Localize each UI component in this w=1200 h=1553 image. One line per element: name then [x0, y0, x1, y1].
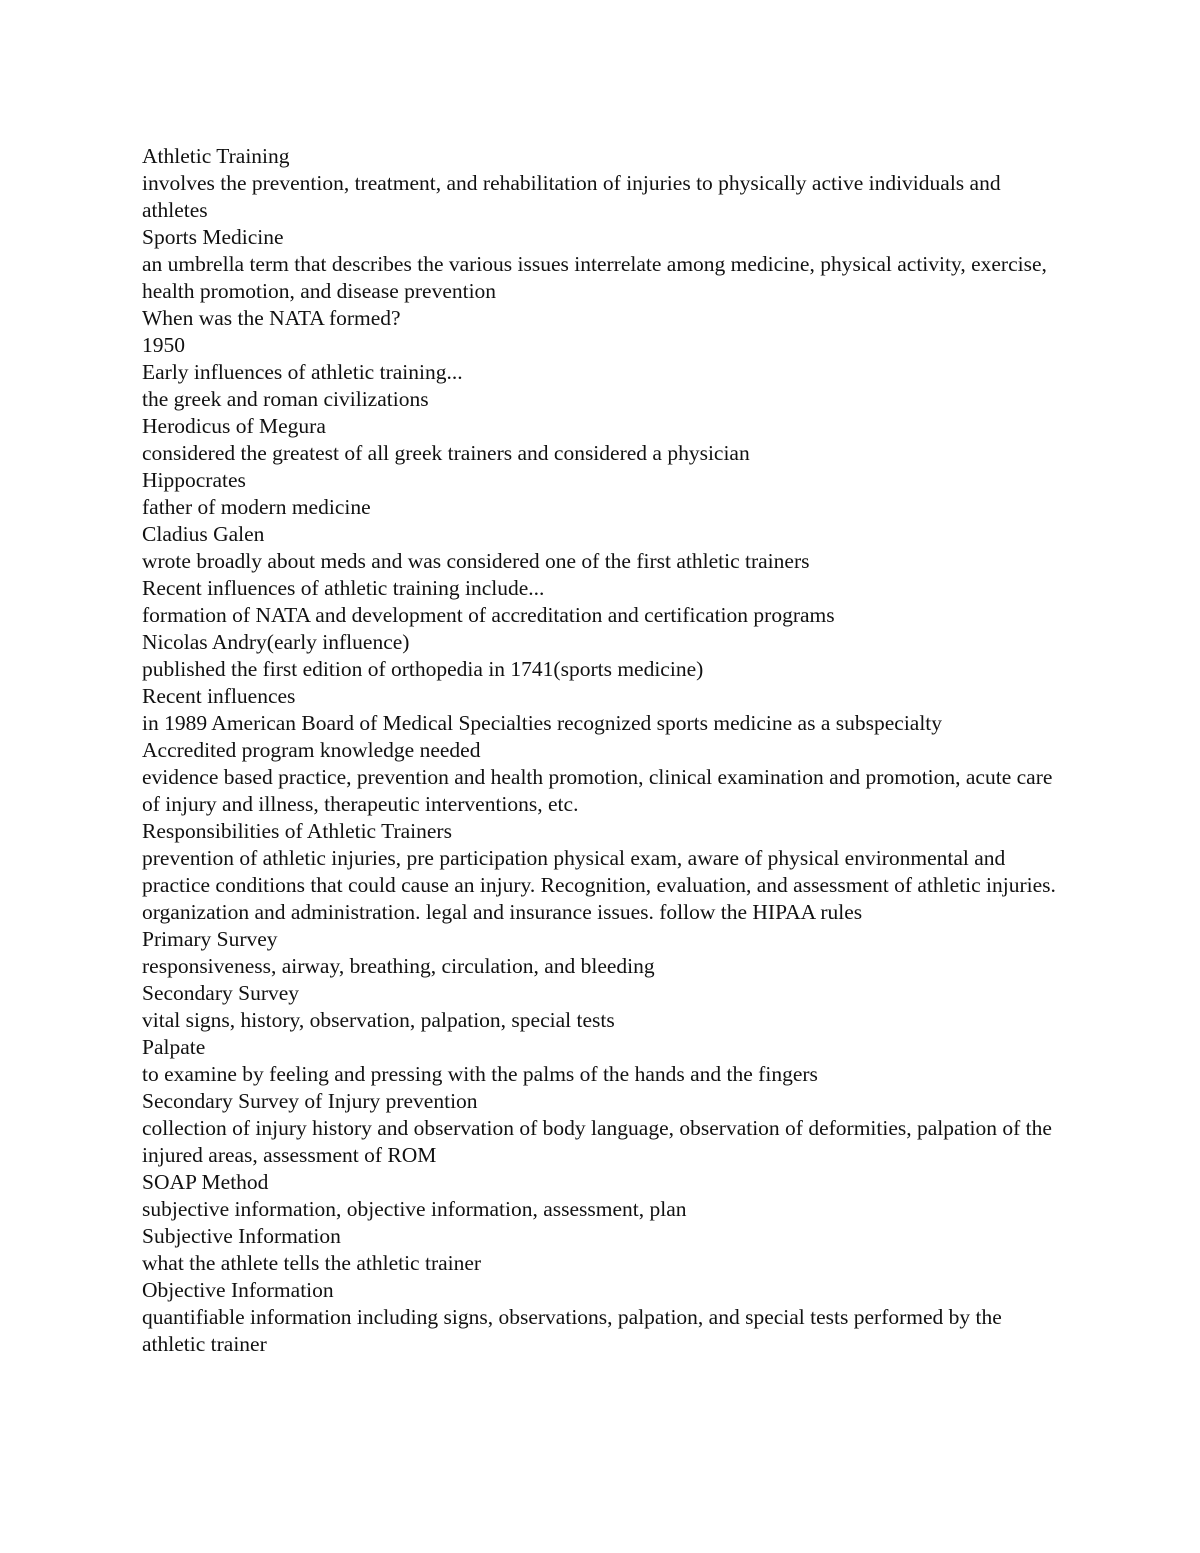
term: Accredited program knowledge needed — [142, 738, 481, 762]
term: Sports Medicine — [142, 225, 284, 249]
definition: what the athlete tells the athletic trainer — [142, 1251, 482, 1275]
document-body — [142, 143, 1057, 1358]
definition: father of modern medicine — [142, 495, 371, 519]
definition: considered the greatest of all greek trainers and considered a physician — [142, 441, 750, 465]
term: Nicolas Andry(early influence) — [142, 630, 410, 654]
term: Subjective Information — [142, 1224, 341, 1248]
term: Responsibilities of Athletic Trainers — [142, 819, 452, 843]
term: Secondary Survey of Injury prevention — [142, 1089, 478, 1113]
term: Cladius Galen — [142, 522, 265, 546]
definition: wrote broadly about meds and was considered one of the first athletic trainers — [142, 549, 810, 573]
term: SOAP Method — [142, 1170, 269, 1194]
definition: to examine by feeling and pressing with the palms of the hands and the fingers — [142, 1062, 818, 1086]
term: Recent influences — [142, 684, 296, 708]
term: Palpate — [142, 1035, 206, 1059]
definition: evidence based practice, prevention and health promotion, clinical examination and promotion, acute care of injury and illness, therapeutic interventions, etc. — [142, 765, 1053, 816]
term: Herodicus of Megura — [142, 414, 326, 438]
definition: formation of NATA and development of accreditation and certification programs — [142, 603, 835, 627]
definition: 1950 — [142, 333, 185, 357]
definition: prevention of athletic injuries, pre participation physical exam, aware of physical environmental and practice conditions that could cause an injury. Recognition, evaluation, and assessment of athletic injuries. organization and administration. legal and insurance issues. follow the HIPAA rules — [142, 846, 1056, 924]
definition: involves the prevention, treatment, and rehabilitation of injuries to physically active individuals and athletes — [142, 171, 1001, 222]
definition: quantifiable information including signs, observations, palpation, and special tests performed by the athletic trainer — [142, 1305, 1002, 1356]
definition: subjective information, objective information, assessment, plan — [142, 1197, 687, 1221]
term: Secondary Survey — [142, 981, 300, 1005]
definition: vital signs, history, observation, palpation, special tests — [142, 1008, 615, 1032]
term: Hippocrates — [142, 468, 246, 492]
definition: collection of injury history and observation of body language, observation of deformities, palpation of the injured areas, assessment of ROM — [142, 1116, 1052, 1167]
definition: the greek and roman civilizations — [142, 387, 429, 411]
term: When was the NATA formed? — [142, 306, 401, 330]
definition: responsiveness, airway, breathing, circulation, and bleeding — [142, 954, 655, 978]
definition: published the first edition of orthopedia in 1741(sports medicine) — [142, 657, 704, 681]
term: Objective Information — [142, 1278, 334, 1302]
term: Primary Survey — [142, 927, 278, 951]
term: Athletic Training — [142, 144, 290, 168]
definition: in 1989 American Board of Medical Specialties recognized sports medicine as a subspecialty — [142, 711, 943, 735]
term: Recent influences of athletic training include... — [142, 576, 545, 600]
term: Early influences of athletic training... — [142, 360, 463, 384]
definition: an umbrella term that describes the various issues interrelate among medicine, physical activity, exercise, health promotion, and disease prevention — [142, 252, 1047, 303]
